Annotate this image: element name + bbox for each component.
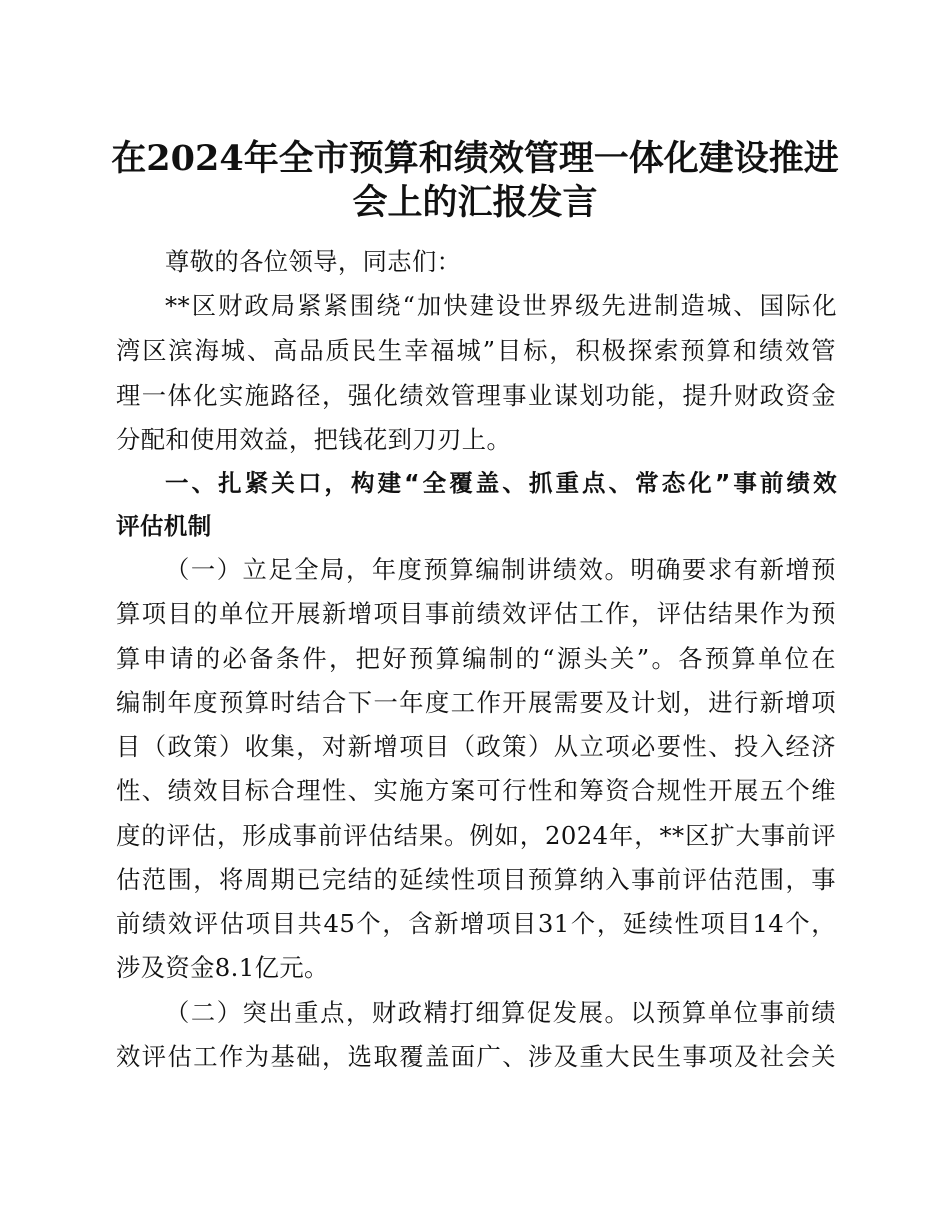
paragraph-line: 湾区滨海城、高品质民生幸福城”目标，积极探索预算和绩效管: [116, 336, 836, 365]
paragraph-line: 算申请的必备条件，把好预算编制的“源头关”。各预算单位在: [116, 644, 836, 673]
salutation: 尊敬的各位领导，同志们：: [165, 247, 462, 276]
paragraph-line: 前绩效评估项目共45个，含新增项目31个，延续性项目14个，: [116, 909, 836, 938]
section-heading-line: 评估机制: [116, 512, 212, 540]
paragraph-line: 涉及资金8.1亿元。: [116, 953, 329, 982]
paragraph-line: 效评估工作为基础，选取覆盖面广、涉及重大民生事项及社会关: [116, 1042, 836, 1071]
paragraph-line: 目（政策）收集，对新增项目（政策）从立项必要性、投入经济: [116, 732, 836, 761]
paragraph-line: 算项目的单位开展新增项目事前绩效评估工作，评估结果作为预: [116, 599, 836, 628]
paragraph-line: （二）突出重点，财政精打细算促发展。以预算单位事前绩: [165, 998, 836, 1027]
paragraph-line: 度的评估，形成事前评估结果。例如，2024年，**区扩大事前评: [116, 821, 836, 850]
document-title-line-2: 会上的汇报发言: [352, 182, 598, 223]
paragraph-line: **区财政局紧紧围绕“加快建设世界级先进制造城、国际化: [165, 291, 837, 320]
section-heading-line: 一、扎紧关口，构建“全覆盖、抓重点、常态化”事前绩效: [165, 469, 837, 497]
document-title-line-1: 在2024年全市预算和绩效管理一体化建设推进: [111, 138, 839, 179]
paragraph-line: （一）立足全局，年度预算编制讲绩效。明确要求有新增预: [165, 555, 836, 584]
paragraph-line: 估范围，将周期已完结的延续性项目预算纳入事前评估范围，事: [116, 865, 836, 894]
paragraph-line: 性、绩效目标合理性、实施方案可行性和筹资合规性开展五个维: [116, 776, 836, 805]
paragraph-line: 理一体化实施路径，强化绩效管理事业谋划功能，提升财政资金: [116, 381, 836, 410]
paragraph-line: 分配和使用效益，把钱花到刀刃上。: [116, 425, 512, 454]
paragraph-line: 编制年度预算时结合下一年度工作开展需要及计划，进行新增项: [116, 688, 836, 717]
